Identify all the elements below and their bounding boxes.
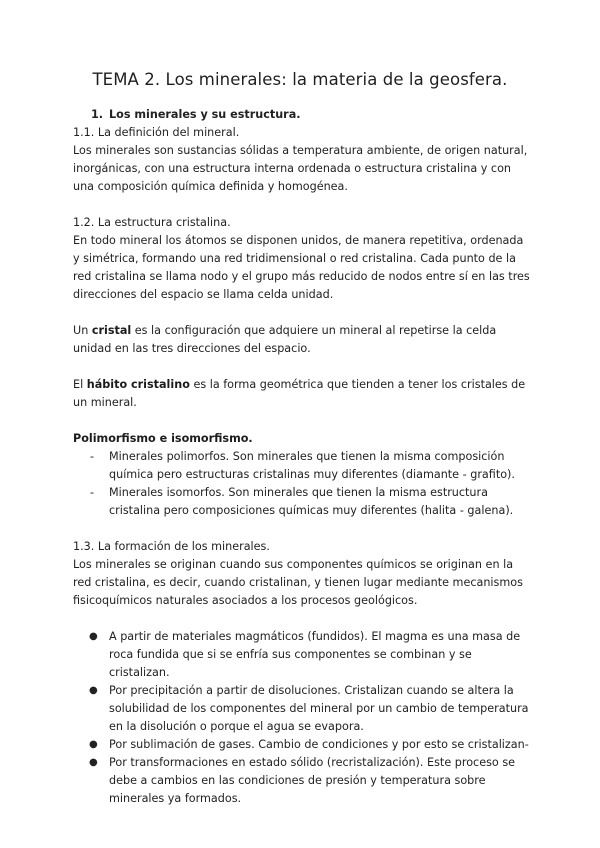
bullet-icon: ● <box>89 685 98 696</box>
habito-post: es la forma geométrica que tienden a tener los cristales de un mineral. <box>73 378 526 409</box>
section-1-number: 1. <box>91 108 104 121</box>
section-1-2-heading: 1.2. La estructura cristalina. <box>73 216 231 229</box>
habito-pre: El <box>73 378 87 391</box>
section-1-1-heading: 1.1. La definición del mineral. <box>73 126 240 139</box>
formacion-list <box>73 628 533 808</box>
cristal-term: cristal <box>91 324 132 337</box>
section-1-3-heading: 1.3. La formación de los minerales. <box>73 540 270 553</box>
bullet-icon: ● <box>89 631 98 642</box>
cristal-post: es la configuración que adquiere un mineral al repetirse la celda unidad en las tres direcciones del espacio. <box>73 324 497 355</box>
section-1-2-text: En todo mineral los átomos se disponen unidos, de manera repetitiva, ordenada y simétrica, formando una red tridimensional o red cristalina. Cada punto de la red cristalina se llama nodo y el grupo más reducido de nodos entre sí en las tres direcciones del espacio se llama celda unidad. <box>73 234 530 301</box>
list-item-text: Por sublimación de gases. Cambio de condiciones y por esto se cristalizan- <box>109 738 529 751</box>
section-1-heading <box>73 106 533 124</box>
list-item-text: Por precipitación a partir de disoluciones. Cristalizan cuando se altera la solubilidad de los componentes del mineral por un cambio de temperatura en la disolución o porque el agua se evapora. <box>109 684 529 733</box>
list-item-text: A partir de materiales magmáticos (fundidos). El magma es una masa de roca fundida que si se enfría sus componentes se combinan y se cristalizan. <box>109 630 521 679</box>
polimorfismo-heading <box>73 430 533 448</box>
document-body <box>73 106 533 808</box>
habito-term: hábito cristalino <box>86 378 190 391</box>
list-item <box>73 754 533 808</box>
list-item <box>73 448 533 484</box>
section-1-3-text: Los minerales se originan cuando sus componentes químicos se originan en la red cristalina, es decir, cuando cristalinan, y tienen lugar mediante mecanismos fisicoquímicos naturales asociados a los procesos geológicos. <box>73 558 523 607</box>
list-item <box>73 628 533 682</box>
cristal-pre: Un <box>73 324 92 337</box>
dash-marker: - <box>90 450 95 463</box>
list-item-text: Minerales isomorfos. Son minerales que tienen la misma estructura cristalina pero composiciones químicas muy diferentes (halita - galena). <box>109 486 514 517</box>
habito-paragraph <box>73 376 533 412</box>
list-item-text: Por transformaciones en estado sólido (recristalización). Este proceso se debe a cambios en las condiciones de presión y temperatura sobre minerales ya formados. <box>109 756 516 805</box>
list-item <box>73 484 533 520</box>
cristal-paragraph <box>73 322 533 358</box>
section-1-title: Los minerales y su estructura. <box>109 108 301 121</box>
document-title: TEMA 2. Los minerales: la materia de la geosfera. <box>92 70 508 89</box>
polimorfismo-list <box>73 448 533 520</box>
list-item-text: Minerales polimorfos. Son minerales que tienen la misma composición química pero estructuras cristalinas muy diferentes (diamante - grafito). <box>109 450 515 481</box>
list-item <box>73 682 533 736</box>
bullet-icon: ● <box>89 757 98 768</box>
dash-marker: - <box>90 486 95 499</box>
polimorfismo-heading-text: Polimorfismo e isomorfismo. <box>73 432 253 445</box>
list-item <box>73 736 533 754</box>
bullet-icon: ● <box>89 739 98 750</box>
section-1-1-text: Los minerales son sustancias sólidas a temperatura ambiente, de origen natural, inorgánicas, con una estructura interna ordenada o estructura cristalina y con una composición química definida y homogénea. <box>73 144 528 193</box>
